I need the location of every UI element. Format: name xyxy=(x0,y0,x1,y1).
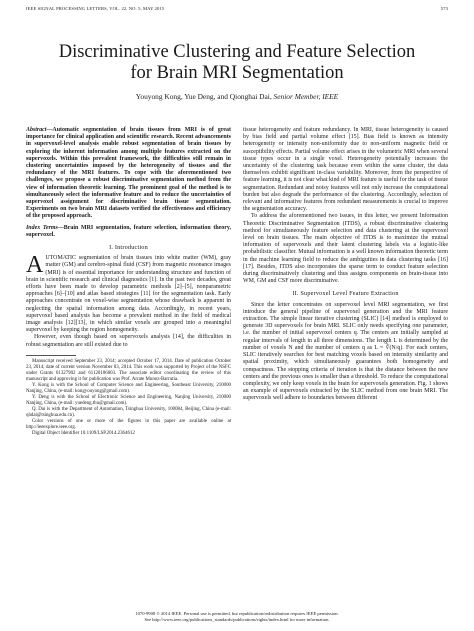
body-paragraph-heterogeneity: tissue heterogeneity and feature redundancy. In MRI, tissue heterogeneity is caused by bias field and partial volume effect [15]. Bias field is known as intensity heterogeneity or intensity non-uniformity due to non-uniform magnetic field or susceptibility effects. Partial volume effect arises in the volumetric MRI when several tissue types occur in a single voxel. Heterogeneity potentially increases the uncertainty of the clustering task because even within the same cluster, the data themselves exhibit significant in-class variability. Moreover, from the perspective of feature learning, it is not clear what kind of MRI feature is useful for the task of tissue segmentation. Redundant and noisy features will not only increase the computational burden but also degrade the performance of the clustering. Accordingly, selection of relevant and informative features from redundant measurements is crucial to improve the segmentation accuracy. xyxy=(243,127,448,213)
footnote-color-versions: Color versions of one or more of the figures in this paper are available online at http://ieeexplore.ieee.org. xyxy=(26,418,231,430)
title-line-1: Discriminative Clustering and Feature Selection xyxy=(58,42,416,62)
footnote-divider xyxy=(26,355,76,356)
author-membership: Senior Member, IEEE xyxy=(273,92,339,101)
footnote-author-deng: Y. Deng is with the School of Electronic Science and Engineering, Nanjing University, 210000 Nanjing, China, (e-mail: yuedeng.thu@gmail.com). xyxy=(26,394,231,406)
abstract-text: —Automatic segmentation of brain tissues from MRI is of great importance for clinical application and scientific research. Recent advancements in supervoxel-level analysis enable robust segmentation of brain tissues by exploring the inherent information among multiple features extracted on the supervoxels. Within this prevalent framework, the difficulties still remain in clustering uncertainties imposed by the heterogeneity of tissues and the redundancy of the MRI features. To cope with the aforementioned two challenges, we propose a robust discriminative segmentation method from the view of information theoretic learning. The prominent goal of the method is to simultaneously select the informative feature and to reduce the uncertainties of supervoxel assignment for discriminative brain tissue segmentation. Experiments on two brain MRI datasets verified the effectiveness and efficiency of the proposed approach. xyxy=(26,127,231,220)
intro-paragraph-2: However, even though based on supervoxels analysis [14], the difficulties in robust segmentation are still existed due to xyxy=(26,334,231,348)
index-terms-label: Index Terms xyxy=(26,224,58,231)
journal-header: IEEE SIGNAL PROCESSING LETTERS, VOL. 22, NO. 5, MAY 2015 xyxy=(26,6,165,11)
abstract-label: Abstract xyxy=(26,127,47,133)
left-column xyxy=(26,127,231,437)
authors: Youyong Kong, Yue Deng, and Qionghai Dai, xyxy=(135,92,272,101)
right-column xyxy=(243,127,448,403)
intro-paragraph-1 xyxy=(26,252,231,334)
footnote-manuscript: Manuscript received September 23, 2014; accepted October 17, 2014. Date of publication October 23, 2014; date of current version November 03, 2014. This work was supported by Project of the NSFC under Grants 61327902 and 61120106003. The associate editor coordinating the review of this manuscript and approving it for publication was Prof. Arrate Munoz-Barrutia. xyxy=(26,358,231,382)
running-head xyxy=(26,6,448,11)
section-heading-introduction: I. Introduction xyxy=(109,244,148,252)
index-terms-text: —Brain MRI segmentation, feature selection, information theory, supervoxel. xyxy=(26,224,231,238)
drop-cap: A xyxy=(26,252,44,279)
section-heading-supervoxel: II. Supervoxel Level Feature Extraction xyxy=(292,290,399,298)
paper-title xyxy=(0,42,474,84)
footnote-doi: Digital Object Identifier 10.1109/LSP.2014.2364612 xyxy=(32,430,135,436)
body-paragraph-itds: To address the aforementioned two issues, in this letter, we present Information Theoretic Discriminative Segmentation (ITDS), a robust discriminative clustering method for simultaneously feature selection and data clustering at the supervoxel level on brain tissues. The main objective of ITDS is to maximize the mutual information of supervoxels and their latent clustering labels via a logistic-like probabilistic classifier. Mutual information is a well known information theoretic term in the machine learning field to reduce the ambiguities in data clustering tasks [16][17]. Besides, ITDS also incorporates the sparse term to conduct feature selection during discriminatively clustering and thus assigns components on brain-tissue into WM, GM and CSF more discriminative. xyxy=(243,213,448,285)
footnote-author-kong: Y. Kong is with the School of Computer Science and Engineering, Southeast University, 210000 Nanjing, China, (e-mail: kongyouyong@gmail.com). xyxy=(26,382,231,394)
abstract xyxy=(26,127,231,221)
index-terms xyxy=(26,225,231,239)
body-paragraph-slic: Since the letter concentrates on supervoxel level MRI segmentation, we first introduce the general pipeline of supervoxel generation and the MRI feature extraction. The simple linear iterative clustering (SLIC) [14] method is employed to generate 3D supervoxels for brain MRI. SLIC only needs specifying one parameter, i.e. the number of initial supervoxel centers q. The centers are initially sampled at regular intervals of length in all three dimensions. The length L is determined by the number of voxels N and the number of centers q as L = ∛(N/q). For each centers, SLIC iteratively searches for best matching voxels based on intensity similarity and spatial proximity, which simultaneously guarantees both homogeneity and compactness. The stopping criteria of iteration is that the distance between the new centers and the previous ones is smaller than a threshold. To reduce the computational complexity, we only keep voxels in the brain for supervoxels generation. Fig. 1 shows an example of supervoxels extracted by the SLIC method from one brain MRI. The supervoxels well adhere to boundaries between different xyxy=(243,301,448,402)
author-line xyxy=(0,92,474,101)
title-line-2: for Brain MRI Segmentation xyxy=(130,63,344,83)
footnote-author-dai: Q. Dai is with the Department of Automation, Tsinghua University, 100084, Beijing, China (e-mail: qhdai@tsinghua.edu.cn). xyxy=(26,406,231,418)
rights-link-line: See http://www.ieee.org/publications_standards/publications/rights/index.html for more information. xyxy=(144,616,330,622)
intro-paragraph-1-text: UTOMATIC segmentation of brain tissues into white matter (WM), gray matter (GM) and cerebro-spinal fluid (CSF) from magnetic resonance images (MRI) is of essential importance for understanding structure and function of brain in scientific research and clinical diagnostics [1]. In the past two decades, great efforts have been made to develop parametric methods [2]–[5], nonparametric approaches [6]–[10] and atlas based strategies [11] for the segmentation task. Early approaches concentrate on voxel-wise segmentation whose drawback is apparent in neglecting the spatial information among data. Accordingly, in recent years, supervoxel based analysis has become a prevalent method in the field of medical image analysis [12][13], in which similar voxels are grouped into a meaningful supervoxel by keeping the region homogeneity. xyxy=(26,255,231,334)
copyright-footer xyxy=(0,611,474,623)
page-number: 573 xyxy=(440,6,448,11)
copyright-line: 1070-9908 © 2014 IEEE. Personal use is permitted, but republication/redistribution requires IEEE permission. xyxy=(135,611,339,616)
